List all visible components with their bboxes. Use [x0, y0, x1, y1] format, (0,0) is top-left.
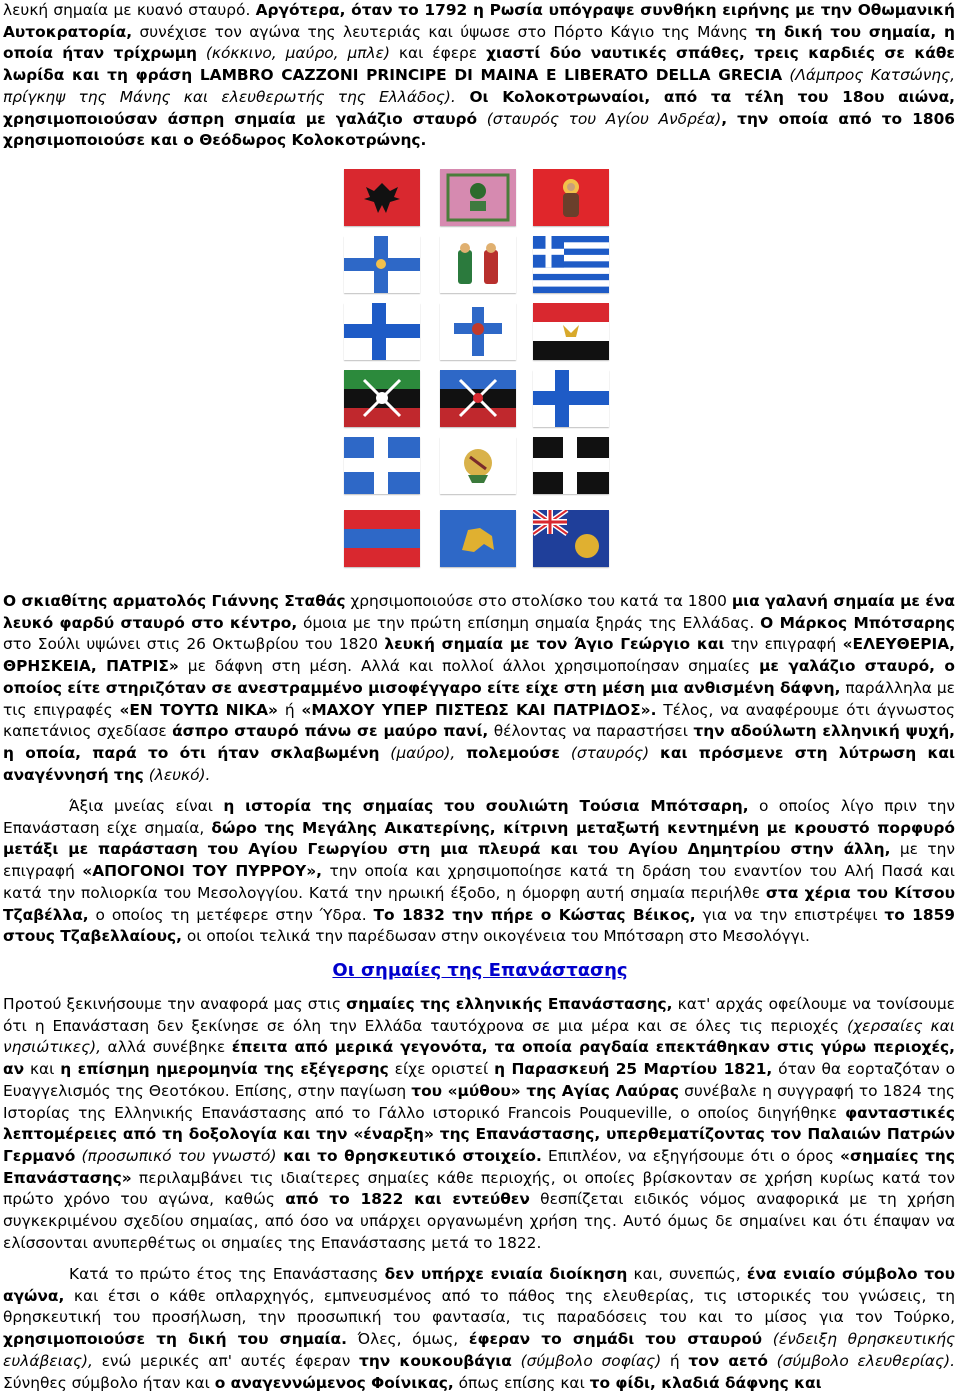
bold-text-run: την κουκουβάγια [359, 1351, 512, 1370]
bold-text-run: «ΕΝ ΤΟΥΤΩ ΝΙΚΑ» [119, 700, 279, 719]
text-run: χρησιμοποιούσε στο στολίσκο του κατά τα 1800 [345, 592, 732, 610]
flag-blue-white-cross-2 [344, 437, 420, 494]
flag-blue-lion [440, 510, 516, 567]
bold-text-run: και πρόσμενε στη λύτρωση και αναγέννησή της [3, 743, 955, 784]
text-run: παράλληλα με τις επιγραφές [3, 678, 955, 719]
bold-text-run: Οι Κολοκοτρωναίοι, από τα τέλη του 18ου αιώνα, χρησιμοποιούσαν άσπρη σημαία με γαλάζιο σταυρό [3, 87, 956, 128]
text-run: λευκή σημαία με κυανό σταυρό. [3, 1, 256, 19]
flag-union-lion [533, 510, 609, 567]
text-run: ή [661, 1351, 689, 1370]
flags-collage [0, 163, 960, 573]
italic-text-run: (χερσαίες και νησιώτικες), [3, 1016, 955, 1057]
bold-text-run: η Παρασκευή 25 Μαρτίου 1821, [494, 1060, 773, 1079]
bold-text-run: την αδούλωτη ελληνική ψυχή, η οποία, παρά το ότι ήταν σκλαβωμένη [3, 722, 955, 762]
italic-text-run: (σύμβολο σοφίας) [511, 1351, 662, 1370]
text-run: την οποία και χρησιμοποίησε κατά τη δράση του εναντίον του Αλή Πασά και κατά την πολιορκία του Μεσολογγίου. Κατά την ηρωική έξοδο, η όμορφη αυτή σημαία περιήλθε [3, 862, 955, 902]
flag-black-red-swords [440, 370, 516, 427]
flag-red-white-black-eagle [533, 303, 609, 360]
text-run: αλλά συνέβηκε [101, 1038, 232, 1057]
text-run: συνέβαλε η συγγραφή το 1824 της Ιστορίας της Ελληνικής Επανάστασης από το Γάλλο ιστορικό Francois Pouqueville, ο οποίος διηγήθηκε [3, 1081, 955, 1122]
bold-text-run: «ΕΛΕΥΘΕΡΙΑ, ΘΡΗΣΚΕΙΑ, ΠΑΤΡΙΣ» [3, 635, 955, 676]
text-run: κατ' αρχάς οφείλουμε να τονίσουμε ότι η Επανάσταση δεν ξεκίνησε σε όλη την Ελλάδα ταυτόχρονα σε μια μέρα και σε όλες τις περιοχές [3, 995, 955, 1035]
red-eagle-flag-image [344, 169, 420, 226]
text-run: οι οποίοι τελικά την παρέδωσαν στην οικογένεια του Μπότσαρη στο Μεσολόγγι. [182, 927, 810, 946]
section-heading-link[interactable]: Οι σημαίες της Επανάστασης [332, 960, 628, 981]
paragraph-first-year [3, 1264, 955, 1394]
bold-text-run: μια γαλανή σημαία με ένα λευκό φαρδύ σταυρό στο κέντρο, [3, 592, 955, 632]
italic-text-run: (σταυρός του Αγίου Ανδρέα) [477, 109, 722, 128]
flag-pink-emblem [440, 169, 516, 226]
bold-text-run: Το 1832 την πήρε ο Κώστας Βέικος, [373, 905, 696, 924]
text-run: Επιπλέον, να εξηγήσουμε ότι ο όρος [541, 1146, 841, 1165]
italic-text-run: (Λάμπρος Κατσώνης, πρίγκηψ της Μάνης και ελευθερωτής της Ελλάδος). [3, 66, 955, 106]
text-run: ο οποίος τη μετέφερε στην Ύδρα. [88, 905, 374, 924]
text-run: ή [278, 700, 302, 719]
paragraph-revolution-flags [3, 994, 955, 1254]
bold-text-run: λευκή σημαία με τον Άγιο Γεώργιο και [384, 635, 725, 654]
flag-white-blue-cross-small [344, 236, 420, 293]
bold-text-run: χιαστί δύο ναυτικές σπάθες, τρεις καρδιές σε κάθε λωρίδα και τη φράση LAMBRO CAZZONI PRINCIPE DI MAINA E LIBERATO DELLA GRECIA [3, 44, 955, 85]
italic-text-run: (σύμβολο ελευθερίας). [767, 1351, 955, 1370]
bold-text-run: πολεμούσε [466, 743, 560, 762]
italic-text-run: (προσωπικό του γνωστό) [75, 1146, 277, 1165]
text-run: περιλαμβάνει τις ιδιαίτερες σημαίες κάθε περιοχής, οι οποίες βρίσκονταν σε χρήση κυρίως κατά τον πρώτο χρόνο του αγώνα, καθώς [3, 1168, 955, 1209]
bold-text-run: φανταστικές λεπτομέρειες από τη δοξολογία και την «έναρξη» της Επανάστασης, υπερθεματίζοντας τον Παλαιών Πατρών Γερμανό [3, 1103, 955, 1165]
flag-white-saint-george [440, 437, 516, 494]
text-run: όταν θα εορταζόταν ο Ευαγγελισμός της Θεοτόκου. Επίσης, στην παγίωση [3, 1060, 955, 1100]
italic-text-run: (κόκκινο, μαύρο, μπλε) [196, 44, 390, 63]
bold-text-run: έπειτα από μερικά γεγονότα, τα οποία ραγδαία επεκτάθηκαν στις γύρω περιοχές, αν [3, 1038, 955, 1079]
bold-text-run: στα χέρια του Κίτσου Τζαβέλλα, [3, 883, 955, 924]
italic-text-run: (σταυρός) [560, 743, 660, 762]
paragraph-tousias-botsaris [3, 796, 955, 948]
text-run: με την επιγραφή [3, 840, 955, 881]
text-run: για να την επιστρέψει [695, 905, 885, 924]
text-run: με δάφνη στη μέση. [178, 657, 361, 676]
bold-text-run: ο αναγεννώμενος Φοίνικας, [214, 1373, 454, 1392]
bold-text-run: ένα ενιαίο σύμβολο του αγώνα, [3, 1265, 955, 1305]
bold-text-run: το φίδι, κλαδιά δάφνης και [589, 1373, 822, 1392]
bold-text-run: «ΑΠΟΓΟΝΟΙ ΤΟΥ ΠΥΡΡΟΥ», [82, 862, 322, 881]
text-run: και [24, 1060, 61, 1079]
bold-text-run: , την οποία από το 1806 χρησιμοποιούσε και ο Θεόδωρος Κολοκοτρώνης. [3, 109, 956, 150]
text-run: και έφερε [389, 44, 487, 63]
bold-text-run: Ο Μάρκος Μπότσαρης [760, 613, 955, 632]
text-run: και, συνεπώς, [627, 1265, 747, 1283]
bold-text-run: «σημαίες της Επανάστασης» [3, 1146, 955, 1187]
italic-text-run: (μαύρο), [379, 743, 467, 762]
bold-text-run: έφεραν το σημάδι του σταυρού [468, 1330, 763, 1349]
text-run: θεσπίζεται ειδικός νόμος αναφορικά με τη χρήση συγκεκριμένου σχεδίου σημαίας, από όσο να υπάρχει οργανωμένη χρήση της. Αυτό όμως δε σημαίνει και ότι έπαψαν να ελίσσονται ανυπερθέτως οι σημαίες της Επανάστασης μετά το 1822. [3, 1190, 955, 1252]
flag-green-red-swords [344, 370, 420, 427]
text-run: Τέλος, να αναφέρουμε ότι άγνωστος καπετάνιος σχεδίασε [3, 700, 955, 741]
flag-white-saint-cross [440, 303, 516, 360]
bold-text-run: τον αετό [688, 1351, 768, 1370]
bold-text-run: με γαλάζιο σταυρό, ο οποίος είτε στηριζόταν σε ανεστραμμένο μισοφέγγαρο είτε είχε στη μέση μια ανθισμένη δάφνη, [3, 657, 955, 697]
bold-text-run: σημαίες της ελληνικής Επανάστασης, [346, 995, 673, 1013]
text-run: Σύνηθες σύμβολο ήταν και [3, 1373, 215, 1392]
bold-text-run: δεν υπήρχε ενιαία διοίκηση [384, 1265, 628, 1283]
italic-text-run: (λευκό). [143, 765, 211, 784]
text-run: θέλοντας να παραστήσει [488, 722, 694, 741]
text-run: συνέχισε τον αγώνα της λευτεριάς και ύψωσε στο Πόρτο Κάγιο της Μάνης [132, 22, 756, 41]
flag-red-saint [533, 169, 609, 226]
text-run: όπως επίσης και [453, 1373, 590, 1392]
italic-text-run: (ένδειξη θρησκευτικής ευλάβειας), [3, 1330, 955, 1370]
bold-text-run: δώρο της Μεγάλης Αικατερίνης, κίτρινη μεταξωτή κεντημένη με κρουστό πορφυρό μετάξι με παράσταση του Αγίου Γεωργίου στη μια πλευρά και του Αγίου Δημητρίου στην άλλη, [3, 818, 955, 859]
text-run: Προτού ξεκινήσουμε την αναφορά μας στις [3, 995, 347, 1013]
flag-black-white-cross [533, 437, 609, 494]
paragraph-stathas [3, 591, 955, 786]
flag-white-blue-cross [533, 370, 609, 427]
bold-text-run: του «μύθου» της Αγίας Λαύρας [411, 1081, 680, 1100]
flag-blue-white-cross [344, 303, 420, 360]
text-run: ενώ μερικές απ' αυτές έφεραν [92, 1351, 359, 1370]
bold-text-run: από το 1822 και εντεύθεν [285, 1190, 530, 1209]
bold-text-run: Αργότερα, όταν το 1792 η Ρωσία υπόγραψε συνθήκη ειρήνης με την Οθωμανική Αυτοκρατορία, [3, 1, 956, 41]
text-run: είχε οριστεί [388, 1060, 495, 1079]
bold-text-run: «ΜΑΧΟΥ ΥΠΕΡ ΠΙΣΤΕΩΣ ΚΑΙ ΠΑΤΡΙΔΟΣ». [301, 700, 657, 719]
text-run: στο Σούλι υψώνει στις 26 Οκτωβρίου του 1820 [3, 635, 385, 654]
bold-text-run: Ο σκιαθίτης αρματολός Γιάννης Σταθάς [3, 592, 346, 610]
text-run: Άξια μνείας είναι [69, 797, 224, 815]
bold-text-run: τη δική του σημαία, η οποία ήταν τρίχρωμη [3, 22, 955, 63]
bold-text-run: η επίσημη ημερομηνία της εξέγερσης [60, 1060, 389, 1079]
flag-greek-stripes [533, 236, 609, 293]
text-run: την επιγραφή [724, 635, 843, 654]
text-run: Αλλά και πολλοί άλλοι χρησιμοποίησαν σημαίες [360, 657, 760, 676]
flag-white-saints [440, 236, 516, 293]
bold-text-run: χρησιμοποιούσε τη δική του σημαία. [3, 1330, 347, 1349]
bold-text-run: η ιστορία της σημαίας του σουλιώτη Τούσια Μπότσαρη, [223, 797, 749, 815]
bold-text-run: άσπρο σταυρό πάνω σε μαύρο πανί, [172, 722, 489, 741]
text-run: Όλες, όμως, [346, 1330, 469, 1349]
bold-text-run: το 1859 στους Τζαβελλαίους, [3, 905, 955, 946]
text-run: Κατά το πρώτο έτος της Επανάστασης [69, 1265, 385, 1283]
text-run: ο οποίος λίγο πριν την Επανάσταση είχε σημαία, [3, 797, 955, 837]
flag-red-blue-stripes [344, 510, 420, 567]
text-run: και έτσι ο κάθε οπλαρχηγός, εμπνευσμένος από το πάθος της ελευθερίας, τις ιστορικές του γνώσεις, τη θρησκευτική του προσήλωση, την προσωπική του φαντασία, τις παραδόσεις του και το μίσος για τον Τούρκο, [3, 1286, 955, 1327]
bold-text-run: και το θρησκευτικό στοιχείο. [276, 1146, 542, 1165]
text-run: όμοια με την πρώτη επίσημη σημαία ξηράς της Ελλάδας. [297, 613, 761, 632]
flag-red-eagle [344, 169, 420, 226]
paragraph-katsonis [3, 0, 955, 152]
